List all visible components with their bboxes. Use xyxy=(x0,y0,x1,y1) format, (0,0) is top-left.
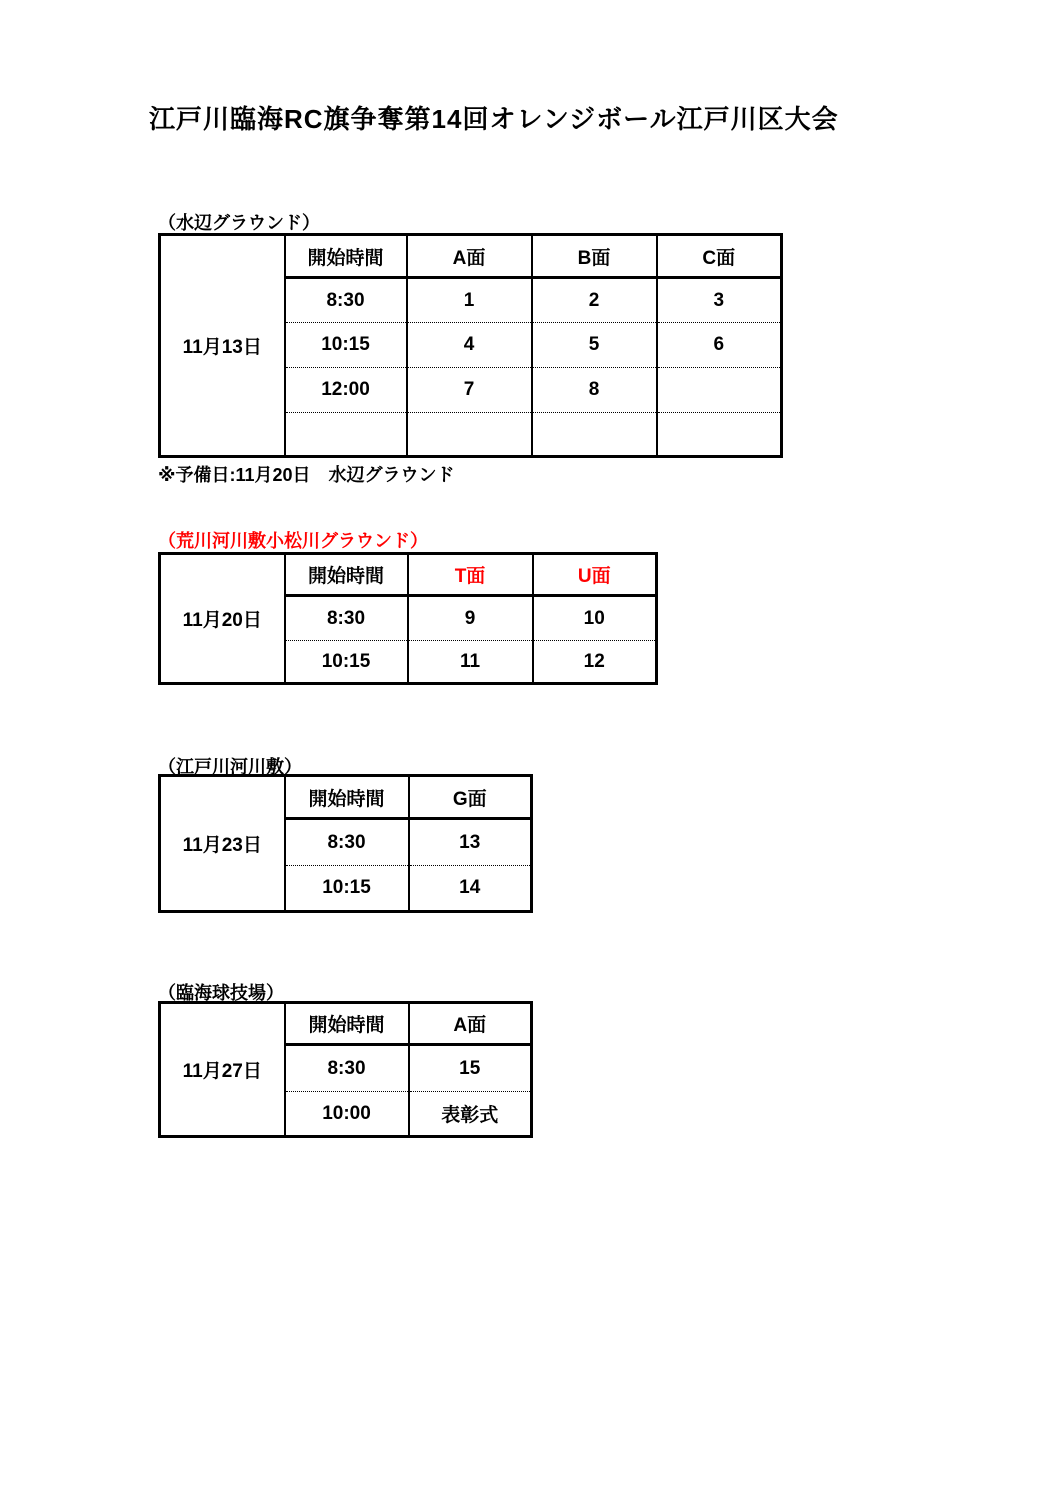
area-header-cell: T面 xyxy=(408,554,533,596)
time-header-cell: 開始時間 xyxy=(285,776,409,819)
time-cell: 10:15 xyxy=(285,641,408,684)
slot-cell xyxy=(657,413,782,457)
slot-cell xyxy=(532,413,657,457)
time-cell: 10:15 xyxy=(285,866,409,912)
slot-cell: 4 xyxy=(407,323,532,368)
slot-cell: 10 xyxy=(533,596,657,641)
date-cell: 11月23日 xyxy=(160,776,285,912)
reserve-note: ※予備日:11月20日 水辺グラウンド xyxy=(158,465,455,485)
slot-cell: 8 xyxy=(532,368,657,413)
slot-cell xyxy=(657,368,782,413)
time-header-cell: 開始時間 xyxy=(285,1003,409,1045)
table-caption-rinkai: （臨海球技場） xyxy=(158,983,284,1003)
slot-cell: 3 xyxy=(657,278,782,323)
date-cell: 11月20日 xyxy=(160,554,285,684)
slot-cell xyxy=(407,413,532,457)
slot-cell: 2 xyxy=(532,278,657,323)
schedule-table-mizube xyxy=(158,233,783,458)
slot-cell: 6 xyxy=(657,323,782,368)
slot-cell: 1 xyxy=(407,278,532,323)
time-cell: 8:30 xyxy=(285,596,408,641)
slot-cell: 13 xyxy=(409,819,532,866)
time-cell: 8:30 xyxy=(285,1045,409,1092)
area-header-cell: C面 xyxy=(657,235,782,278)
time-cell xyxy=(285,413,407,457)
date-cell: 11月27日 xyxy=(160,1003,285,1137)
area-header-cell: G面 xyxy=(409,776,532,819)
table-caption-edogawa: （江戸川河川敷） xyxy=(158,757,302,777)
schedule-table-edogawa xyxy=(158,774,533,913)
date-cell: 11月13日 xyxy=(160,235,285,457)
slot-cell: 5 xyxy=(532,323,657,368)
area-header-cell: B面 xyxy=(532,235,657,278)
slot-cell: 12 xyxy=(533,641,657,684)
time-header-cell: 開始時間 xyxy=(285,235,407,278)
schedule-table-arakawa xyxy=(158,552,658,685)
slot-cell: 14 xyxy=(409,866,532,912)
table-caption-mizube: （水辺グラウンド） xyxy=(158,213,320,233)
time-cell: 12:00 xyxy=(285,368,407,413)
schedule-table-rinkai xyxy=(158,1001,533,1138)
area-header-cell: U面 xyxy=(533,554,657,596)
time-header-cell: 開始時間 xyxy=(285,554,408,596)
time-cell: 10:00 xyxy=(285,1092,409,1137)
page-title: 江戸川臨海RC旗争奪第14回オレンジボール江戸川区大会 xyxy=(149,104,839,134)
slot-cell: 11 xyxy=(408,641,533,684)
area-header-cell: A面 xyxy=(409,1003,532,1045)
table-caption-arakawa: （荒川河川敷小松川グラウンド） xyxy=(158,531,428,551)
slot-cell: 7 xyxy=(407,368,532,413)
area-header-cell: A面 xyxy=(407,235,532,278)
slot-cell: 9 xyxy=(408,596,533,641)
slot-cell: 表彰式 xyxy=(409,1092,532,1137)
time-cell: 8:30 xyxy=(285,819,409,866)
time-cell: 10:15 xyxy=(285,323,407,368)
slot-cell: 15 xyxy=(409,1045,532,1092)
time-cell: 8:30 xyxy=(285,278,407,323)
